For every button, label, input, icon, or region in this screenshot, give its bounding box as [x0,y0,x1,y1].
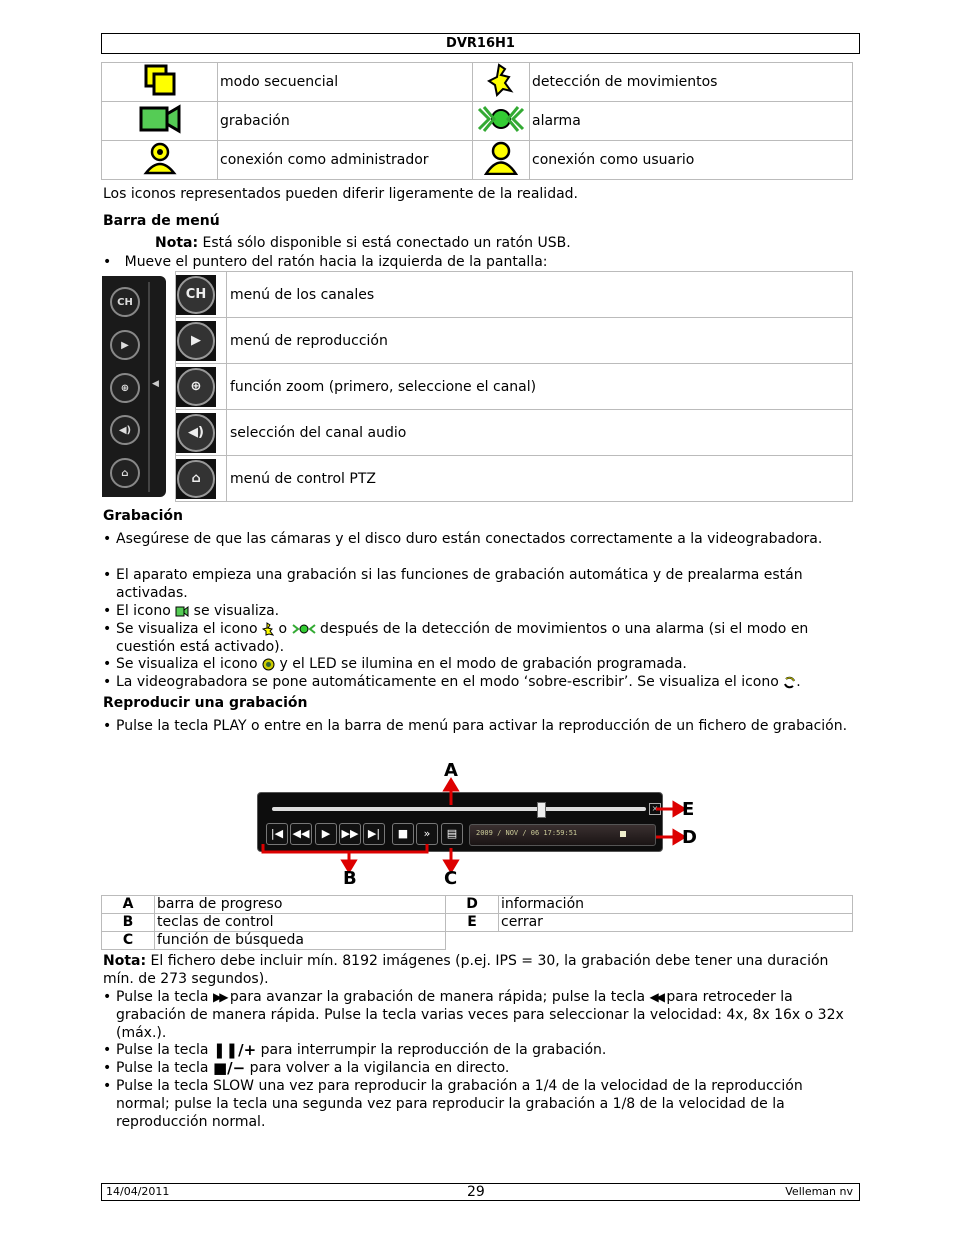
overwrite-icon [783,676,796,689]
table-row [176,272,853,318]
bullet-text: Pulse la tecla [116,1042,213,1058]
bullet-text: Mueve el puntero del ratón hacia la izquierda de la pantalla: [124,254,548,270]
page-number: 29 [467,1184,485,1200]
bullet-text: se visualiza. [189,603,280,619]
table-row [176,318,853,364]
playback-menu-icon: ▶ [176,321,216,361]
playback-heading: Reproducir una grabación [103,695,308,711]
motion-detection-icon [262,622,274,636]
legend-key: B [102,914,155,932]
bullet-text: Se visualiza el icono [116,656,263,672]
bullet-text: Pulse la tecla SLOW una vez para reproducir la grabación a 1/4 de la velocidad de la reproducción normal; pulse la tecla una segunda vez para reproducir la grabación a 1/8 de la velocidad de la reproducción normal. [116,1078,803,1130]
list-item: • Pulse la tecla ■/− para volver a la vigilancia en directo. [103,1059,510,1077]
legend-value: teclas de control [155,914,446,932]
legend-key: D [446,896,499,914]
callout-label-a: A [444,760,458,781]
menu-bar-table [175,271,853,502]
icon-label: conexión como administrador [218,141,473,180]
bullet-text: Pulse la tecla [116,1060,213,1076]
callout-arrows [250,760,710,890]
table-row [102,63,853,102]
bullet-text: . [796,674,801,690]
scheduled-recording-icon [262,658,275,671]
bullet-text: El aparato empieza una grabación si las funciones de grabación automática y de prealarma están activadas. [116,567,803,601]
rewind-icon: ◀◀ [649,990,662,1004]
legend-value: cerrar [499,914,853,932]
menu-item-label: menú de reproducción [227,318,853,364]
list-item: • Pulse la tecla ▶▶ para avanzar la grabación de manera rápida; pulse la tecla ◀◀ para retroceder la grabación de manera rápida. Pulse la tecla varias veces para seleccionar la velocidad: 4x, 8x 16x o 32x (máx.). [103,989,844,1041]
menu-item-label: menú de control PTZ [227,456,853,502]
status-icon-table [101,62,853,180]
table-row [176,410,853,456]
sequence-mode-icon [102,63,218,102]
channel-menu-icon: CH [176,275,216,315]
fast-forward-button[interactable]: ▶▶ [339,823,361,845]
note-label: Nota: [103,953,147,969]
search-button[interactable]: ▤ [441,823,463,845]
note-text: Está sólo disponible si está conectado un ratón USB. [198,235,571,251]
list-item: • Pulse la tecla SLOW una vez para reproducir la grabación a 1/4 de la velocidad de la reproducción normal; pulse la tecla una segunda vez para reproducir la grabación a 1/8 de la velocidad de la reproducción normal. [103,1077,853,1131]
bullet-text: Se visualiza el icono [116,621,263,637]
recording-heading: Grabación [103,508,183,524]
fast-forward-icon: ▶▶ [212,990,226,1004]
bullet-text: y el LED se ilumina en el modo de grabación programada. [275,656,687,672]
callout-label-e: E [682,799,695,820]
bullet-text: La videograbadora se pone automáticamente en el modo ‘sobre-escribir’. Se visualiza el icono [116,674,784,690]
icons-disclaimer: Los iconos representados pueden diferir ligeramente de la realidad. [103,186,579,202]
menu-item-label: selección del canal audio [227,410,853,456]
slow-button[interactable]: » [416,823,438,845]
menu-bar-screenshot [102,276,166,497]
legend-key: A [102,896,155,914]
bullet-text: o [274,621,292,637]
recording-icon [102,102,218,141]
list-item: • Asegúrese de que las cámaras y el disco duro están conectados correctamente a la videograbadora. [103,530,853,548]
icon-label: grabación [218,102,473,141]
playback-note [103,952,853,988]
menu-bar-note [155,235,571,251]
alarm-icon [292,623,316,635]
table-row [102,896,853,914]
pause-plus-icon: ❚❚/+ [212,1041,257,1059]
recording-icon [175,605,189,618]
ptz-menu-icon: ⌂ [110,458,140,488]
table-row [176,456,853,502]
table-row [102,914,853,932]
legend-value: información [499,896,853,914]
alarm-icon [473,102,530,141]
skip-forward-button[interactable]: ▶| [363,823,385,845]
footer-date: 14/04/2011 [106,1185,170,1198]
legend-key: E [446,914,499,932]
menu-bar-heading: Barra de menú [103,213,220,229]
ptz-menu-icon: ⌂ [176,459,216,499]
skip-back-button[interactable]: |◀ [266,823,288,845]
list-item: • Se visualiza el icono o después de la detección de movimientos o una alarma (si el modo en cuestión está activado). [103,621,809,655]
menu-bar-bullet: • Mueve el puntero del ratón hacia la izquierda de la pantalla: [103,254,548,270]
user-login-icon [473,141,530,180]
icon-label: alarma [530,102,853,141]
document-header: DVR16H1 [101,33,860,54]
zoom-icon: ⊕ [176,367,216,407]
list-item: • El aparato empieza una grabación si las funciones de grabación automática y de prealarma están activadas. [103,566,853,602]
bullet-text: Pulse la tecla [116,989,213,1005]
table-row [102,102,853,141]
timestamp: 2009 / NOV / 06 17:59:51 [476,829,578,837]
list-item: • Pulse la tecla ❚❚/+ para interrumpir la reproducción de la grabación. [103,1041,607,1059]
stop-button[interactable]: ■ [392,823,414,845]
legend-table [101,895,853,950]
rewind-button[interactable]: ◀◀ [290,823,312,845]
bullet-text: para retroceder la grabación de manera rápida. Pulse la tecla varias veces para seleccionar la velocidad: 4x, 8x 16x o 32x (máx.). [116,989,844,1041]
note-text: El fichero debe incluir mín. 8192 imágenes (p.ej. IPS = 30, la grabación debe tener una duración mín. de 273 segundos). [103,953,829,987]
bullet-text: para interrumpir la reproducción de la grabación. [256,1042,607,1058]
icon-label: conexión como usuario [530,141,853,180]
bullet-text: El icono [116,603,176,619]
stop-minus-icon: ■/− [212,1059,246,1077]
admin-login-icon [102,141,218,180]
motion-detection-icon [473,63,530,102]
callout-label-c: C [444,868,458,889]
table-row [176,364,853,410]
list-item: • Pulse la tecla PLAY o entre en la barra de menú para activar la reproducción de un fichero de grabación. [103,717,853,735]
document-footer [101,1183,860,1201]
icon-label: modo secuencial [218,63,473,102]
list-item: • La videograbadora se pone automáticamente en el modo ‘sobre-escribir’. Se visualiza el icono . [103,674,801,690]
note-label: Nota: [155,235,199,251]
callout-label-d: D [682,827,697,848]
list-item: • Se visualiza el icono y el LED se ilumina en el modo de grabación programada. [103,656,687,672]
play-button[interactable]: ▶ [315,823,337,845]
collapse-arrow-icon: ◀ [152,379,159,389]
bullet-text: Asegúrese de que las cámaras y el disco duro están conectados correctamente a la videograbadora. [116,531,823,547]
icon-label: detección de movimientos [530,63,853,102]
callout-label-b: B [343,868,357,889]
audio-channel-icon: ◀) [110,415,140,445]
bullet-text: después de la detección de movimientos o una alarma (si el modo en cuestión está activado). [116,621,809,655]
list-item: • El icono se visualiza. [103,603,280,619]
legend-value: barra de progreso [155,896,446,914]
footer-company: Velleman nv [785,1185,853,1198]
menu-item-label: menú de los canales [227,272,853,318]
bullet-text: para avanzar la grabación de manera rápida; pulse la tecla [225,989,650,1005]
channel-menu-icon: CH [110,287,140,317]
legend-value: función de búsqueda [155,932,446,950]
table-row [102,141,853,180]
table-row [102,932,853,950]
bullet-text: Pulse la tecla PLAY o entre en la barra de menú para activar la reproducción de un fichero de grabación. [116,718,848,734]
zoom-icon: ⊕ [110,373,140,403]
playback-menu-icon: ▶ [110,330,140,360]
audio-channel-icon: ◀) [176,413,216,453]
close-icon[interactable]: × [649,803,661,815]
bullet-text: para volver a la vigilancia en directo. [245,1060,510,1076]
legend-key: C [102,932,155,950]
menu-item-label: función zoom (primero, seleccione el canal) [227,364,853,410]
